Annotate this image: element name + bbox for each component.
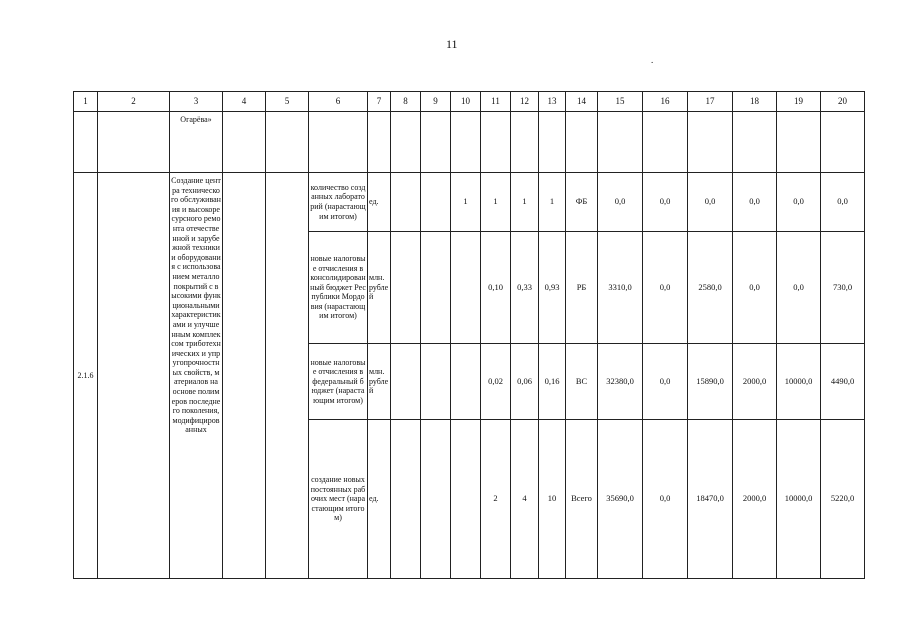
- value-cell: 0,0: [777, 232, 821, 344]
- value-cell: 0,33: [511, 232, 539, 344]
- value-cell: 15890,0: [688, 344, 733, 420]
- indicator-name: создание новых постоянных рабочих мест (нарастающим итогом): [309, 420, 368, 579]
- header-cell: 6: [309, 92, 368, 112]
- item-id: 2.1.6: [74, 173, 98, 579]
- header-cell: 8: [391, 92, 421, 112]
- funding-total: 32380,0: [598, 344, 643, 420]
- table-row: [74, 173, 865, 232]
- header-cell: 3: [170, 92, 223, 112]
- value-cell: 2: [481, 420, 511, 579]
- funding-total: 0,0: [598, 173, 643, 232]
- value-cell: 1: [481, 173, 511, 232]
- value-cell: 0,10: [481, 232, 511, 344]
- header-cell: 18: [733, 92, 777, 112]
- program-table: [73, 91, 865, 579]
- value-cell: 0,0: [643, 344, 688, 420]
- indicator-name: новые налоговые отчисления в консолидированный бюджет Республики Мордовия (нарастающим итогом): [309, 232, 368, 344]
- header-cell: 2: [98, 92, 170, 112]
- header-cell: 12: [511, 92, 539, 112]
- header-row: [74, 92, 865, 112]
- value-cell: 2000,0: [733, 420, 777, 579]
- value-cell: 730,0: [821, 232, 865, 344]
- header-cell: 7: [368, 92, 391, 112]
- value-cell: 4490,0: [821, 344, 865, 420]
- value-cell: 0,0: [643, 173, 688, 232]
- funding-source: РБ: [566, 232, 598, 344]
- funding-source: Всего: [566, 420, 598, 579]
- value-cell: 0,0: [643, 232, 688, 344]
- value-cell: 2000,0: [733, 344, 777, 420]
- indicator-name: новые налоговые отчисления в федеральный бюджет (нарастающим итогом): [309, 344, 368, 420]
- indicator-unit: млн. рублей: [368, 232, 391, 344]
- value-cell: 1: [539, 173, 566, 232]
- value-cell: 18470,0: [688, 420, 733, 579]
- value-cell: 4: [511, 420, 539, 579]
- funding-source: ФБ: [566, 173, 598, 232]
- header-cell: 10: [451, 92, 481, 112]
- value-cell: 0,0: [777, 173, 821, 232]
- table-row-continuation: [74, 112, 865, 173]
- value-cell: 0,0: [688, 173, 733, 232]
- value-cell: 5220,0: [821, 420, 865, 579]
- value-cell: 0,0: [733, 173, 777, 232]
- value-cell: 0,0: [643, 420, 688, 579]
- value-cell: 0,02: [481, 344, 511, 420]
- stray-mark: .: [651, 55, 654, 65]
- value-cell: 0,06: [511, 344, 539, 420]
- value-cell: 2580,0: [688, 232, 733, 344]
- funding-total: 35690,0: [598, 420, 643, 579]
- indicator-unit: ед.: [368, 420, 391, 579]
- value-cell: 1: [511, 173, 539, 232]
- header-cell: 14: [566, 92, 598, 112]
- page-number: 11: [446, 37, 458, 51]
- funding-total: 3310,0: [598, 232, 643, 344]
- header-cell: 13: [539, 92, 566, 112]
- header-cell: 15: [598, 92, 643, 112]
- header-cell: 4: [223, 92, 266, 112]
- value-cell: 0,93: [539, 232, 566, 344]
- header-cell: 19: [777, 92, 821, 112]
- value-cell: 10: [539, 420, 566, 579]
- indicator-name: количество созданных лабораторий (нарастающим итогом): [309, 173, 368, 232]
- header-cell: 1: [74, 92, 98, 112]
- indicator-unit: ед.: [368, 173, 391, 232]
- value-cell: 0,0: [733, 232, 777, 344]
- item-name: Создание центра технического обслуживания и высокоресурсного ремонта отечественной и зарубежной техники и оборудования с использованием металлопокрытий с высокими функциональными характеристиками и улучшенным комплексом триботехнических и упругопрочностных свойств, материалов на основе полимеров последнего поколения, модифицированных: [170, 173, 223, 579]
- header-cell: 17: [688, 92, 733, 112]
- header-cell: 9: [421, 92, 451, 112]
- value-cell: 10000,0: [777, 344, 821, 420]
- header-cell: 16: [643, 92, 688, 112]
- value-cell: 0,16: [539, 344, 566, 420]
- value-cell: 1: [451, 173, 481, 232]
- funding-source: ВС: [566, 344, 598, 420]
- value-cell: 0,0: [821, 173, 865, 232]
- indicator-unit: млн. рублей: [368, 344, 391, 420]
- header-cell: 11: [481, 92, 511, 112]
- header-cell: 5: [266, 92, 309, 112]
- header-cell: 20: [821, 92, 865, 112]
- previous-item-name-end: Огарёва»: [170, 112, 223, 173]
- value-cell: 10000,0: [777, 420, 821, 579]
